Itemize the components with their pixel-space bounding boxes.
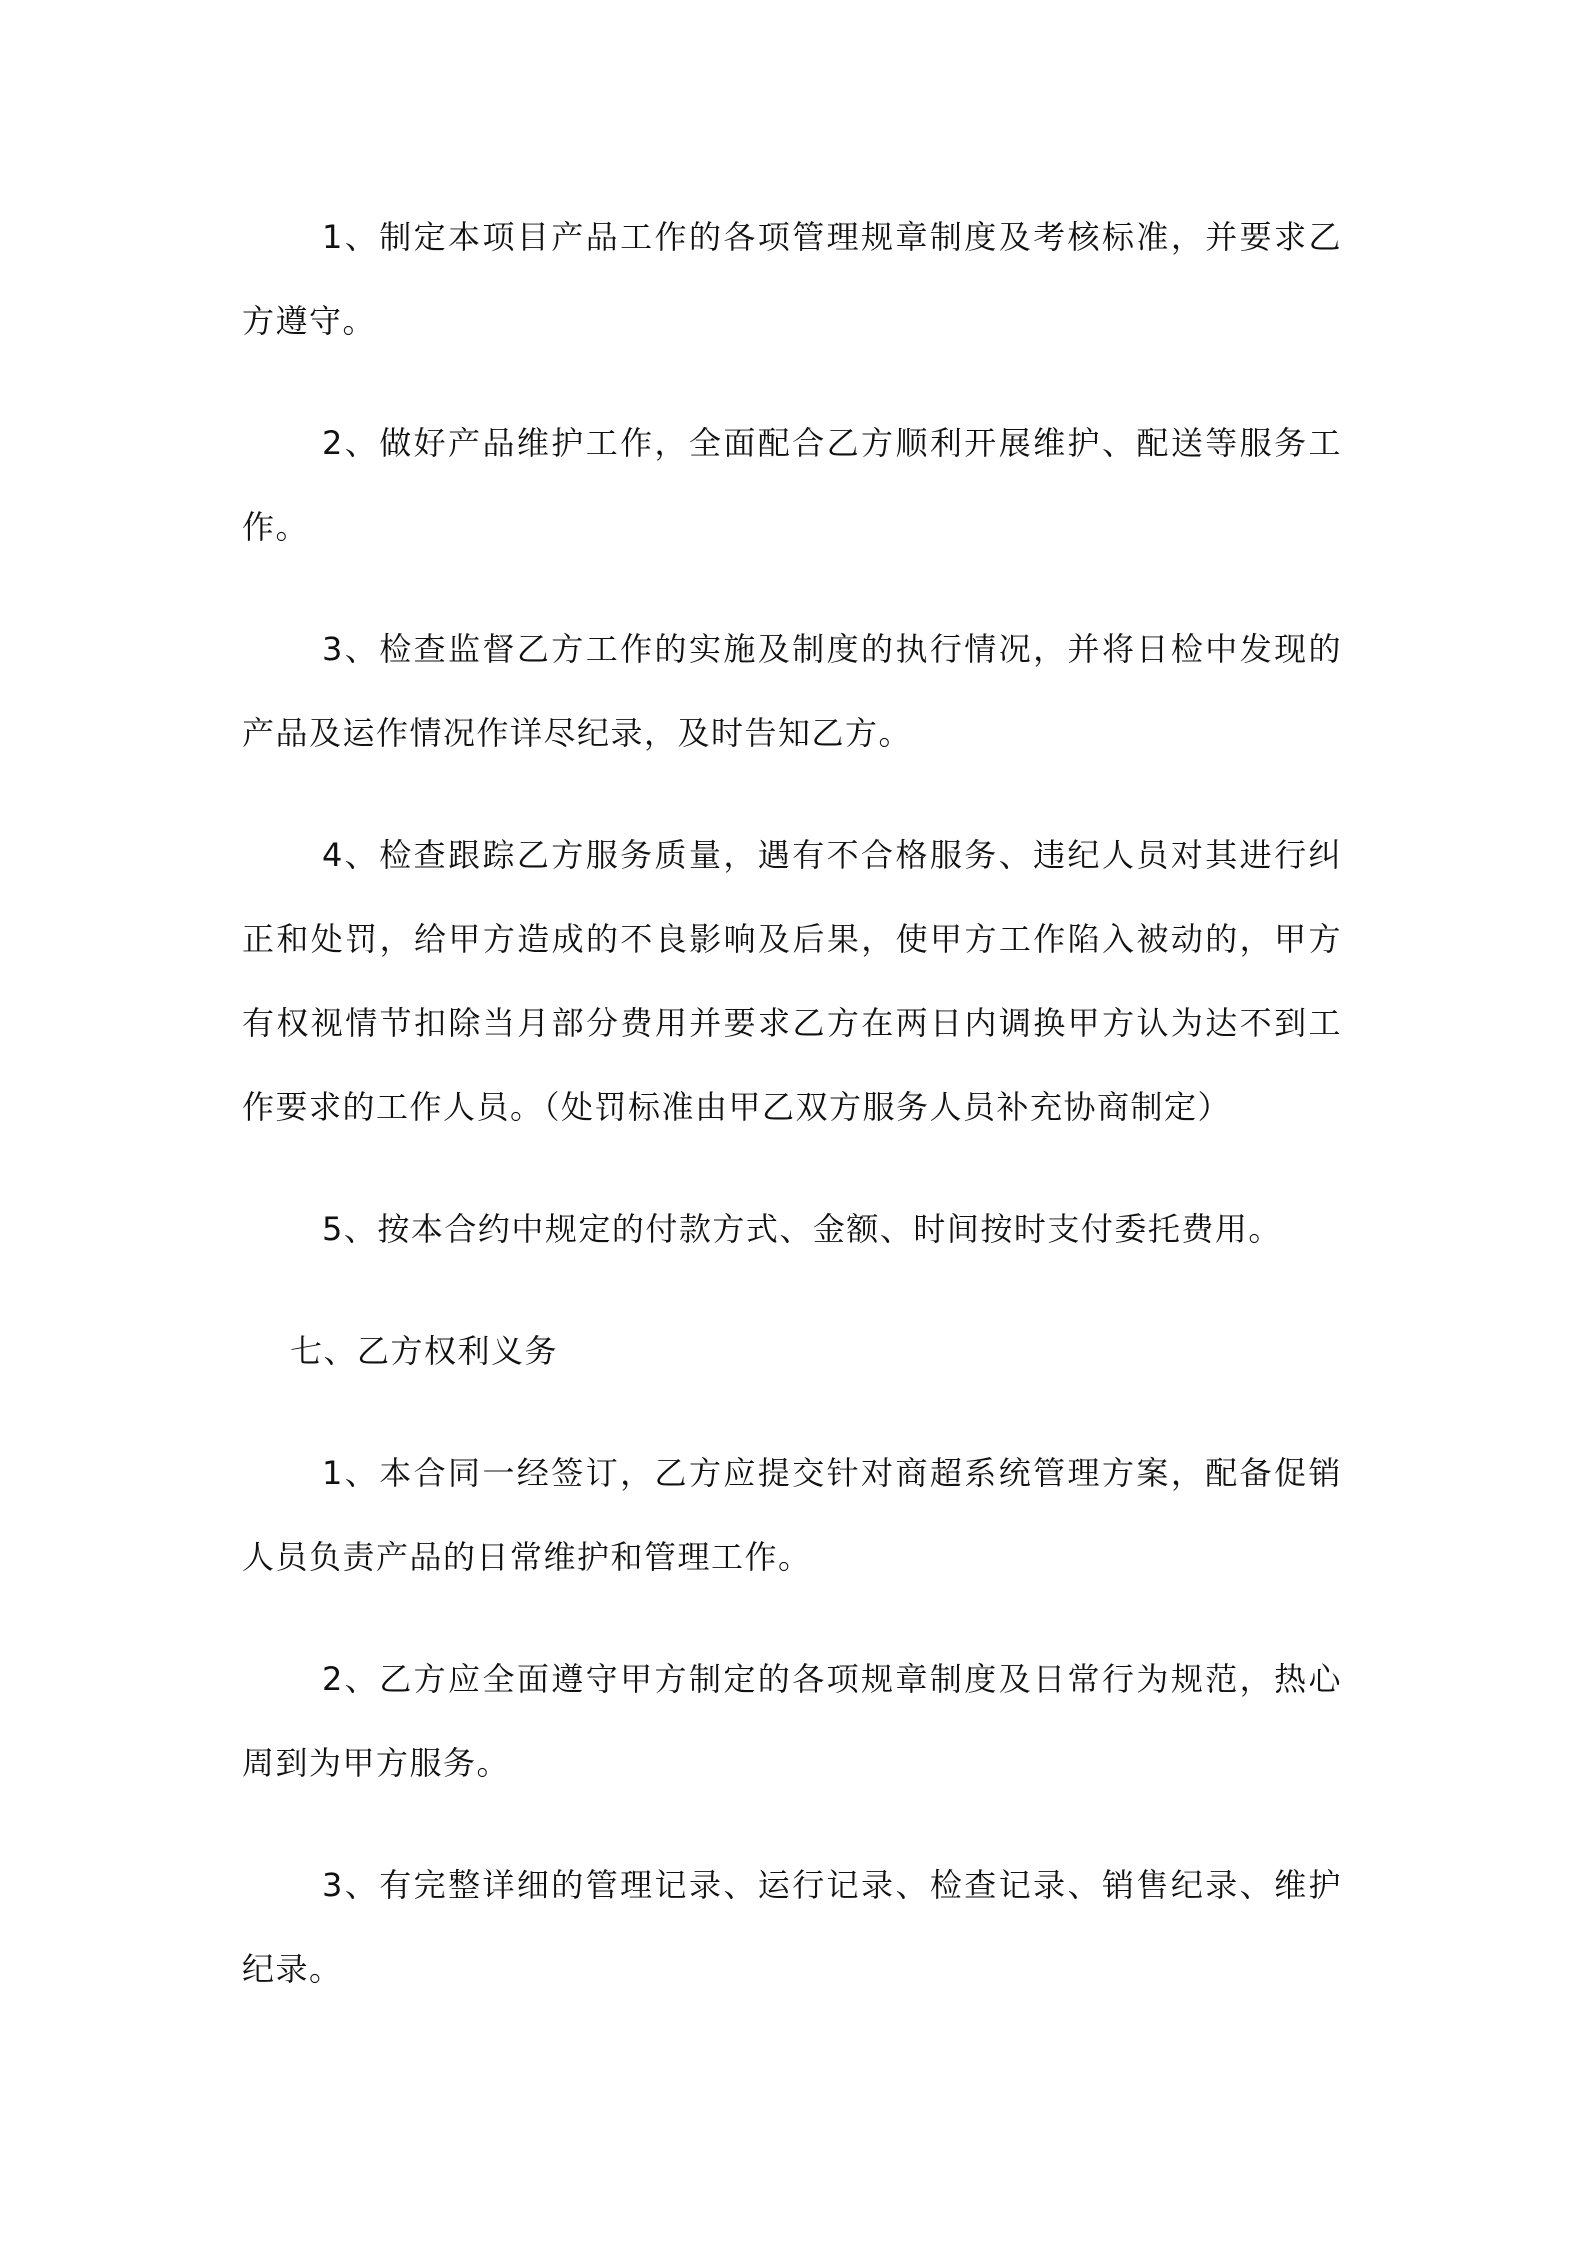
document-body <box>242 195 1342 2049</box>
section-heading: 七、乙方权利义务 <box>290 1332 559 1370</box>
paragraph-a-2: 2、做好产品维护工作，全面配合乙方顺利开展维护、配送等服务工作。 <box>242 424 1342 546</box>
paragraph-a-1: 1、制定本项目产品工作的各项管理规章制度及考核标准，并要求乙方遵守。 <box>242 218 1342 340</box>
paragraph-a-3: 3、检查监督乙方工作的实施及制度的执行情况，并将日检中发现的产品及运作情况作详尽纪录，及时告知乙方。 <box>242 630 1342 752</box>
paragraph-b-1: 1、本合同一经签订，乙方应提交针对商超系统管理方案，配备促销人员负责产品的日常维护和管理工作。 <box>242 1454 1342 1576</box>
paragraph-b-2: 2、乙方应全面遵守甲方制定的各项规章制度及日常行为规范，热心周到为甲方服务。 <box>242 1660 1342 1782</box>
paragraph-b-3: 3、有完整详细的管理记录、运行记录、检查记录、销售纪录、维护纪录。 <box>242 1866 1342 1988</box>
paragraph-a-4: 4、检查跟踪乙方服务质量，遇有不合格服务、违纪人员对其进行纠正和处罚，给甲方造成的不良影响及后果，使甲方工作陷入被动的，甲方有权视情节扣除当月部分费用并要求乙方在两日内调换甲方认为达不到工作要求的工作人员。（处罚标准由甲乙双方服务人员补充协商制定） <box>242 836 1342 1126</box>
paragraph-a-5: 5、按本合约中规定的付款方式、金额、时间按时支付委托费用。 <box>322 1210 1282 1248</box>
